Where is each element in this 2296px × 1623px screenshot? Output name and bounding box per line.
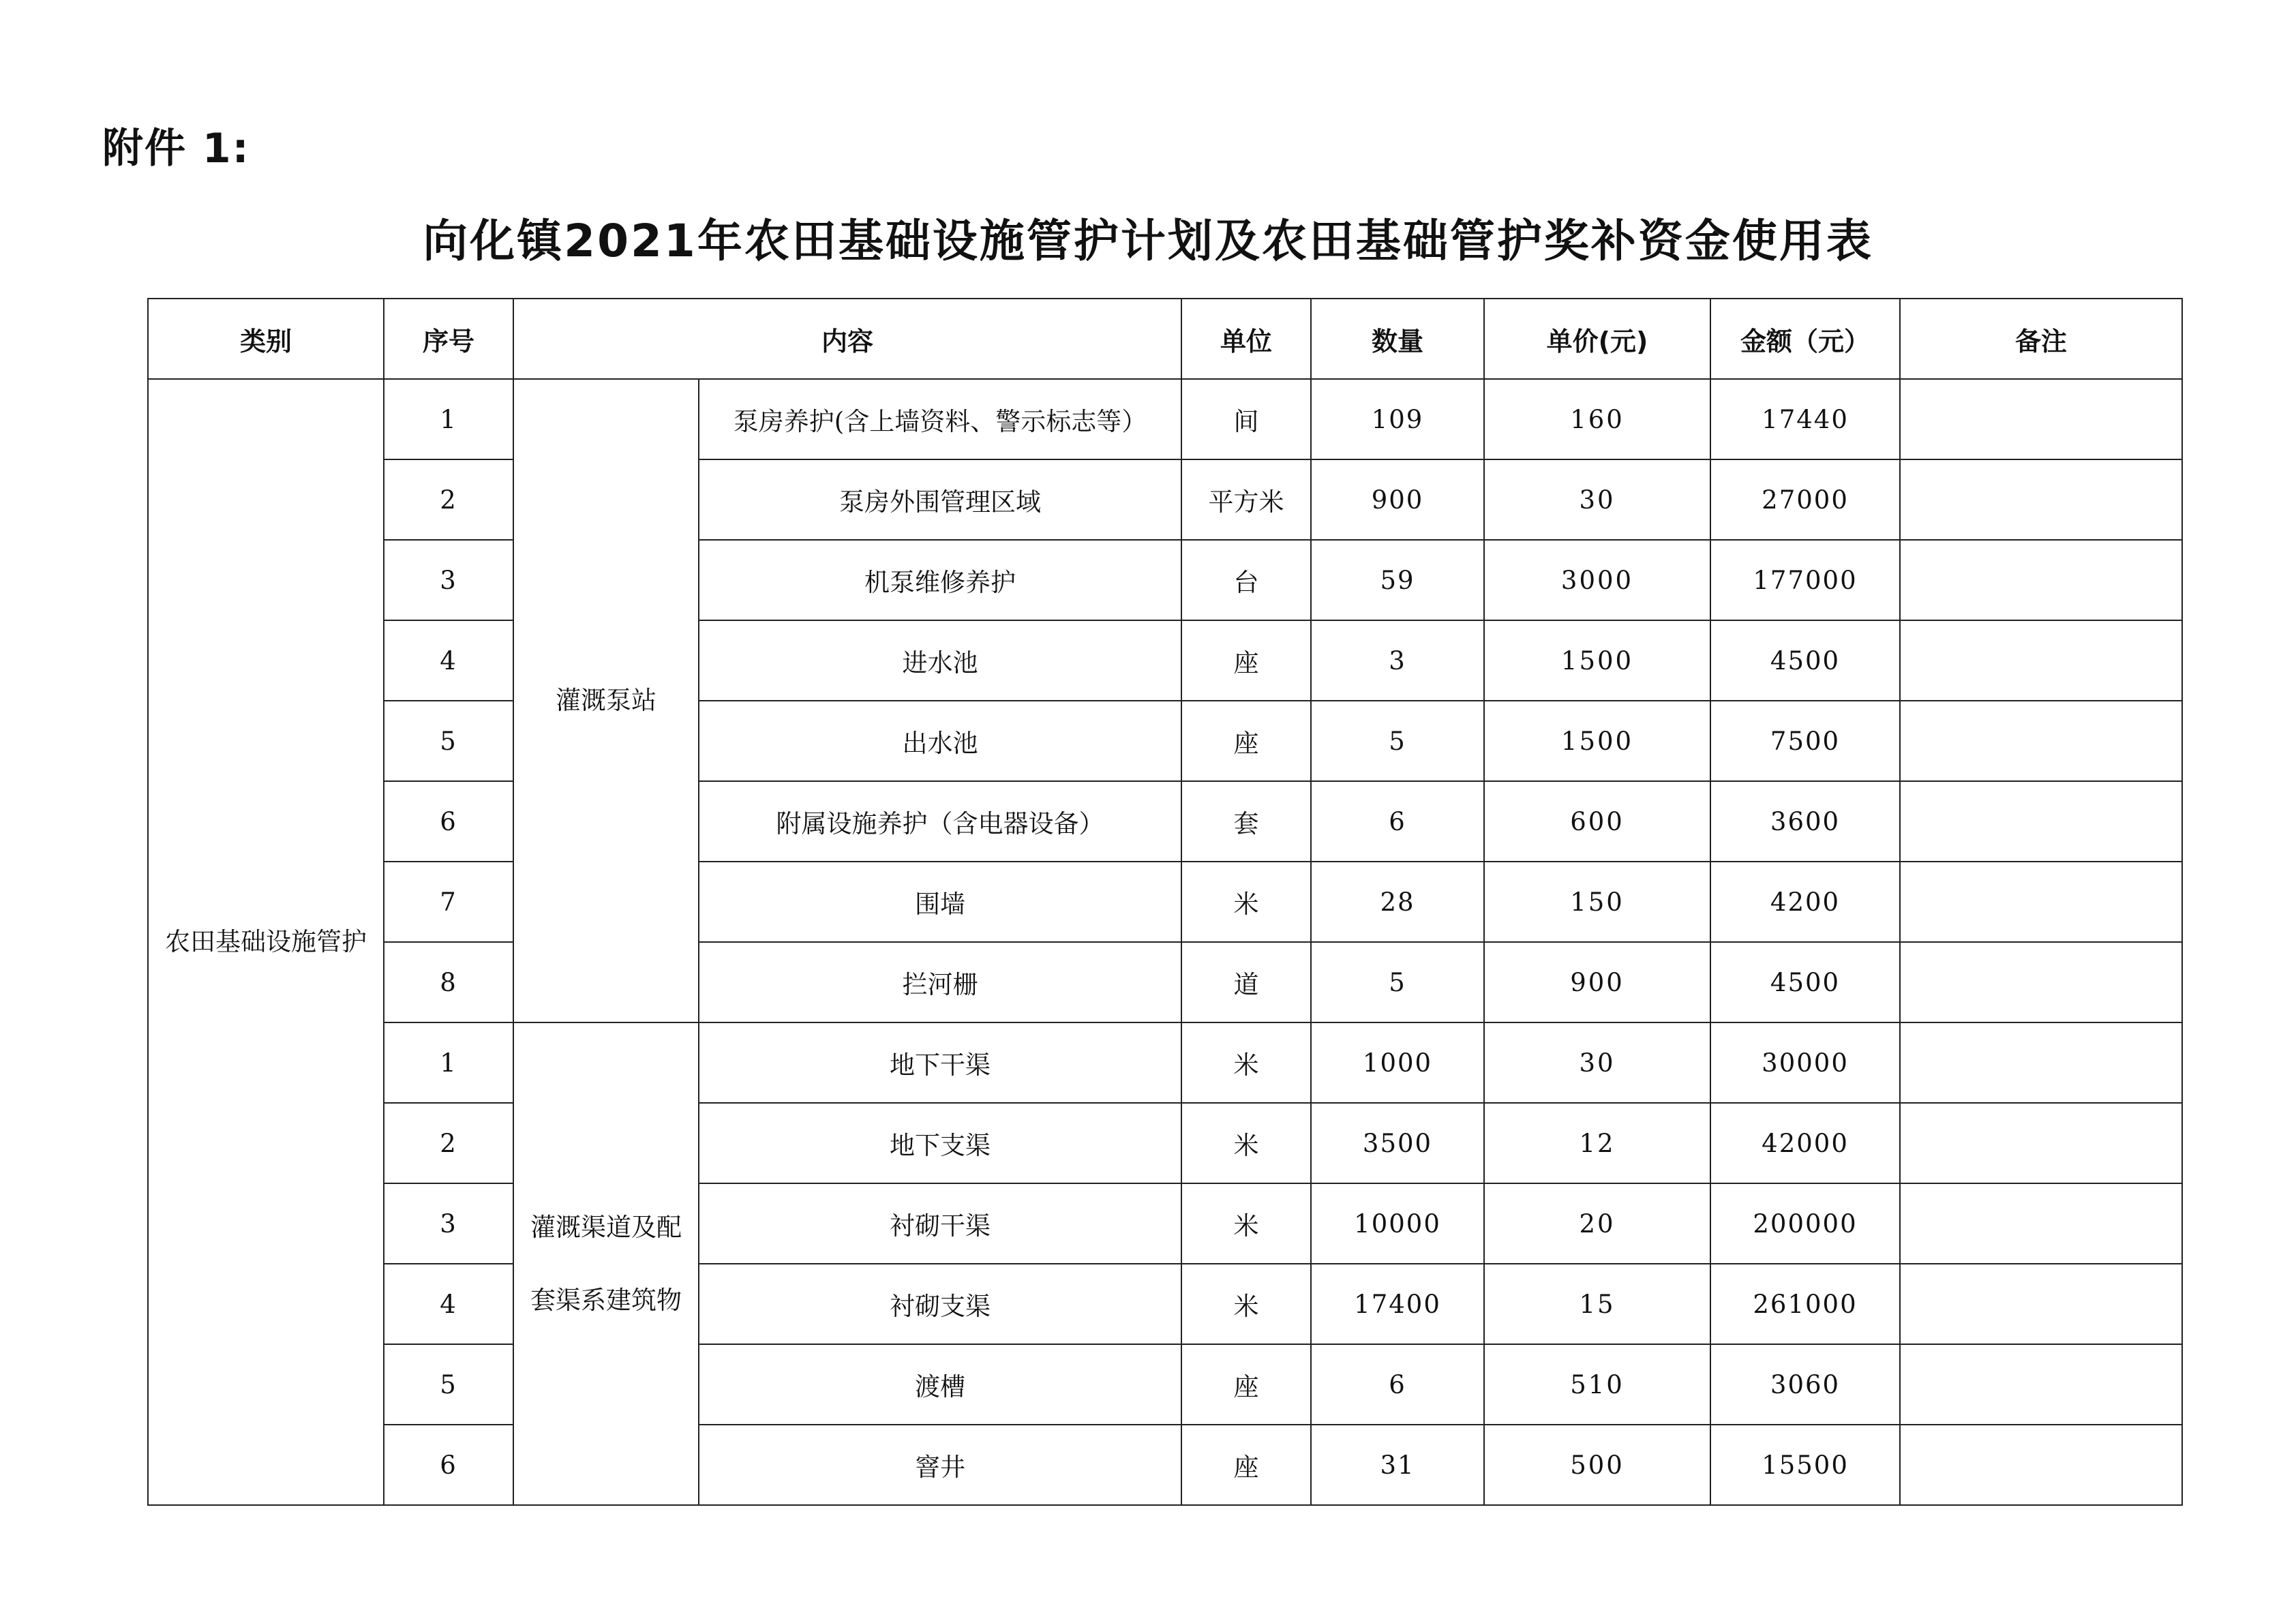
table-row <box>148 942 2182 1022</box>
table-row <box>148 1103 2182 1183</box>
remark-cell <box>1900 701 2182 781</box>
unit-cell: 座 <box>1181 1425 1311 1505</box>
seq-cell: 6 <box>384 781 513 862</box>
qty-cell: 1000 <box>1311 1022 1484 1103</box>
qty-cell: 6 <box>1311 1344 1484 1425</box>
table-row <box>148 1264 2182 1344</box>
qty-cell: 10000 <box>1311 1183 1484 1264</box>
unit-cell: 米 <box>1181 1022 1311 1103</box>
price-cell: 600 <box>1484 781 1710 862</box>
amount-cell: 27000 <box>1710 459 1900 540</box>
remark-cell <box>1900 379 2182 459</box>
remark-cell <box>1900 781 2182 862</box>
seq-cell: 3 <box>384 1183 513 1264</box>
header-price: 单价(元) <box>1484 299 1710 379</box>
seq-cell: 1 <box>384 379 513 459</box>
table-body <box>148 379 2182 1505</box>
price-cell: 160 <box>1484 379 1710 459</box>
amount-cell: 4500 <box>1710 942 1900 1022</box>
content-cell: 拦河栅 <box>699 942 1181 1022</box>
header-amount: 金额（元） <box>1710 299 1900 379</box>
unit-cell: 间 <box>1181 379 1311 459</box>
content-cell: 渡槽 <box>699 1344 1181 1425</box>
unit-cell: 台 <box>1181 540 1311 620</box>
qty-cell: 109 <box>1311 379 1484 459</box>
table-row <box>148 540 2182 620</box>
table-row <box>148 1022 2182 1103</box>
remark-cell <box>1900 620 2182 701</box>
price-cell: 150 <box>1484 862 1710 942</box>
remark-cell <box>1900 1264 2182 1344</box>
table-row <box>148 379 2182 459</box>
price-cell: 900 <box>1484 942 1710 1022</box>
seq-cell: 4 <box>384 1264 513 1344</box>
qty-cell: 6 <box>1311 781 1484 862</box>
content-cell: 窨井 <box>699 1425 1181 1505</box>
group-name-line: 灌溉泵站 <box>556 686 656 716</box>
amount-cell: 261000 <box>1710 1264 1900 1344</box>
seq-cell: 5 <box>384 701 513 781</box>
amount-cell: 200000 <box>1710 1183 1900 1264</box>
amount-cell: 15500 <box>1710 1425 1900 1505</box>
remark-cell <box>1900 862 2182 942</box>
table-row <box>148 459 2182 540</box>
price-cell: 1500 <box>1484 620 1710 701</box>
seq-cell: 6 <box>384 1425 513 1505</box>
document-title: 向化镇2021年农田基础设施管护计划及农田基础管护奖补资金使用表 <box>423 215 1873 267</box>
content-cell: 附属设施养护（含电器设备） <box>699 781 1181 862</box>
unit-cell: 道 <box>1181 942 1311 1022</box>
header-row <box>148 299 2182 379</box>
content-cell: 进水池 <box>699 620 1181 701</box>
unit-cell: 米 <box>1181 1264 1311 1344</box>
price-cell: 3000 <box>1484 540 1710 620</box>
content-cell: 衬砌干渠 <box>699 1183 1181 1264</box>
amount-cell: 177000 <box>1710 540 1900 620</box>
amount-cell: 7500 <box>1710 701 1900 781</box>
content-cell: 衬砌支渠 <box>699 1264 1181 1344</box>
price-cell: 20 <box>1484 1183 1710 1264</box>
unit-cell: 米 <box>1181 1103 1311 1183</box>
amount-cell: 3600 <box>1710 781 1900 862</box>
table-row <box>148 1344 2182 1425</box>
category-cell: 农田基础设施管护 <box>148 379 384 1505</box>
unit-cell: 米 <box>1181 1183 1311 1264</box>
qty-cell: 59 <box>1311 540 1484 620</box>
qty-cell: 900 <box>1311 459 1484 540</box>
header-remark: 备注 <box>1900 299 2182 379</box>
group-name-line: 灌溉渠道及配 <box>530 1212 682 1242</box>
qty-cell: 28 <box>1311 862 1484 942</box>
content-cell: 泵房外围管理区域 <box>699 459 1181 540</box>
seq-cell: 5 <box>384 1344 513 1425</box>
price-cell: 30 <box>1484 1022 1710 1103</box>
group-name-cell <box>513 379 699 1022</box>
amount-cell: 30000 <box>1710 1022 1900 1103</box>
seq-cell: 2 <box>384 459 513 540</box>
qty-cell: 5 <box>1311 942 1484 1022</box>
remark-cell <box>1900 942 2182 1022</box>
content-cell: 地下干渠 <box>699 1022 1181 1103</box>
seq-cell: 7 <box>384 862 513 942</box>
unit-cell: 套 <box>1181 781 1311 862</box>
remark-cell <box>1900 540 2182 620</box>
unit-cell: 座 <box>1181 620 1311 701</box>
remark-cell <box>1900 1103 2182 1183</box>
plan-table <box>147 298 2183 1506</box>
amount-cell: 3060 <box>1710 1344 1900 1425</box>
table-row <box>148 862 2182 942</box>
table-row <box>148 701 2182 781</box>
unit-cell: 平方米 <box>1181 459 1311 540</box>
table-row <box>148 1425 2182 1505</box>
seq-cell: 2 <box>384 1103 513 1183</box>
header-qty: 数量 <box>1311 299 1484 379</box>
header-seq: 序号 <box>384 299 513 379</box>
content-cell: 机泵维修养护 <box>699 540 1181 620</box>
content-cell: 地下支渠 <box>699 1103 1181 1183</box>
qty-cell: 3500 <box>1311 1103 1484 1183</box>
seq-cell: 3 <box>384 540 513 620</box>
content-cell: 泵房养护(含上墙资料、警示标志等） <box>699 379 1181 459</box>
price-cell: 12 <box>1484 1103 1710 1183</box>
content-cell: 出水池 <box>699 701 1181 781</box>
remark-cell <box>1900 1022 2182 1103</box>
qty-cell: 5 <box>1311 701 1484 781</box>
table-row <box>148 620 2182 701</box>
price-cell: 15 <box>1484 1264 1710 1344</box>
content-cell: 围墙 <box>699 862 1181 942</box>
amount-cell: 4200 <box>1710 862 1900 942</box>
seq-cell: 8 <box>384 942 513 1022</box>
table-row <box>148 781 2182 862</box>
price-cell: 510 <box>1484 1344 1710 1425</box>
price-cell: 1500 <box>1484 701 1710 781</box>
seq-cell: 1 <box>384 1022 513 1103</box>
header-content: 内容 <box>513 299 1181 379</box>
qty-cell: 31 <box>1311 1425 1484 1505</box>
group-name-line: 套渠系建筑物 <box>530 1286 682 1315</box>
header-category: 类别 <box>148 299 384 379</box>
qty-cell: 17400 <box>1311 1264 1484 1344</box>
remark-cell <box>1900 1344 2182 1425</box>
unit-cell: 座 <box>1181 701 1311 781</box>
remark-cell <box>1900 1425 2182 1505</box>
amount-cell: 17440 <box>1710 379 1900 459</box>
remark-cell <box>1900 1183 2182 1264</box>
unit-cell: 座 <box>1181 1344 1311 1425</box>
amount-cell: 4500 <box>1710 620 1900 701</box>
remark-cell <box>1900 459 2182 540</box>
table-row <box>148 1183 2182 1264</box>
seq-cell: 4 <box>384 620 513 701</box>
price-cell: 500 <box>1484 1425 1710 1505</box>
qty-cell: 3 <box>1311 620 1484 701</box>
attachment-label: 附件 1: <box>102 125 250 172</box>
header-unit: 单位 <box>1181 299 1311 379</box>
unit-cell: 米 <box>1181 862 1311 942</box>
group-name-cell <box>513 1022 699 1505</box>
amount-cell: 42000 <box>1710 1103 1900 1183</box>
price-cell: 30 <box>1484 459 1710 540</box>
